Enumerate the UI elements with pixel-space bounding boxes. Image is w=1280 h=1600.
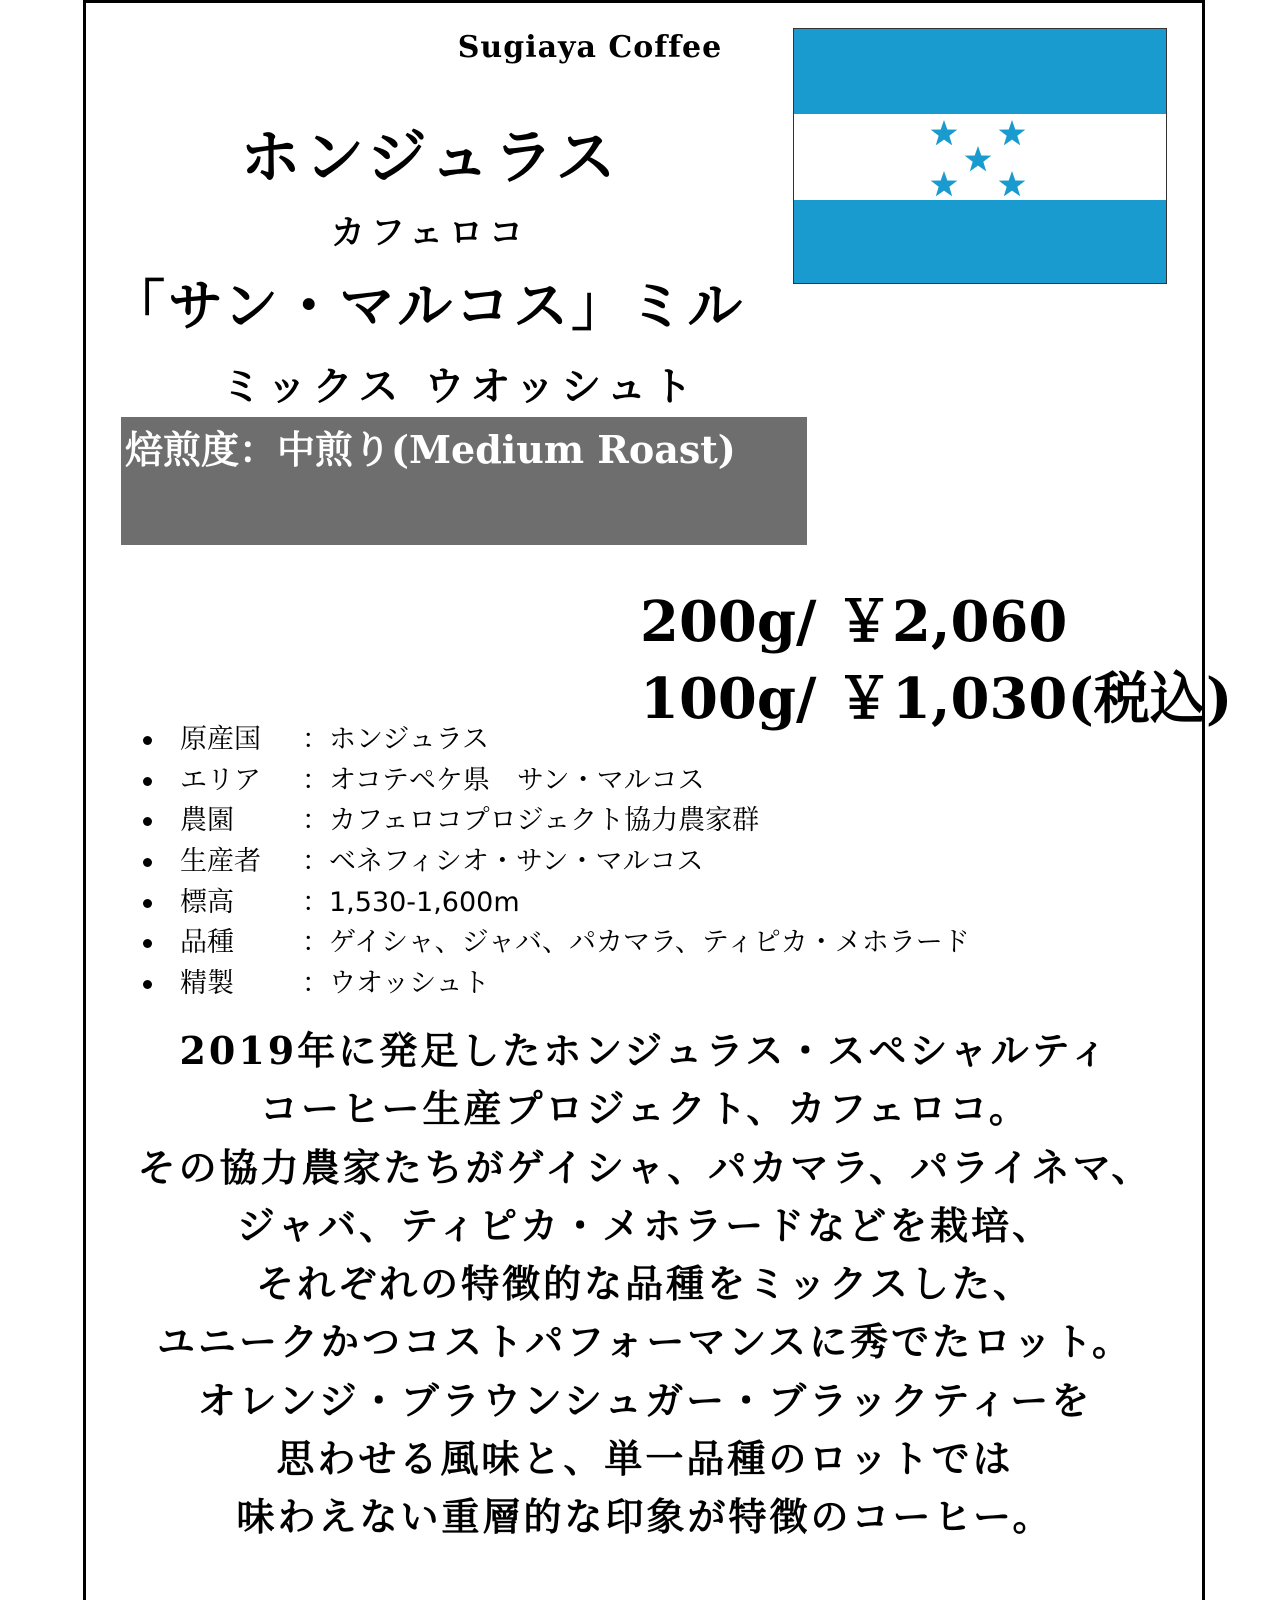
detail-key: 生産者 xyxy=(180,846,261,878)
star-icon xyxy=(931,120,958,145)
description-line: ジャバ、ティピカ・メホラードなどを栽培、 xyxy=(236,1202,1054,1248)
detail-value: ：1,530-1,600m xyxy=(302,886,520,918)
description-line: ユニークかつコストパフォーマンスに秀でたロット。 xyxy=(156,1319,1134,1365)
star-icon xyxy=(965,146,992,171)
bullet-icon xyxy=(143,899,152,908)
bullet-icon xyxy=(143,858,152,867)
brand-name: Sugiaya Coffee xyxy=(457,30,723,65)
honduras-flag-icon xyxy=(793,28,1167,284)
mill-name: 「サン・マルコス」ミル xyxy=(110,273,746,338)
details-list xyxy=(140,720,970,1005)
price-100g: 100g/ ￥1,030(税込) xyxy=(640,666,1233,732)
price-200g: 200g/ ￥2,060 xyxy=(640,589,1068,655)
detail-value: ：ゲイシャ、ジャバ、パカマラ、ティピカ・メホラード xyxy=(302,927,970,959)
detail-key: 農園 xyxy=(180,805,234,837)
description xyxy=(130,1022,1160,1547)
bullet-icon xyxy=(143,777,152,786)
star-icon xyxy=(999,171,1026,196)
description-line: コーヒー生産プロジェクト、カフェロコ。 xyxy=(260,1086,1030,1132)
detail-value: ：オコテペケ県 サン・マルコス xyxy=(302,764,705,796)
detail-value: ：ウオッシュト xyxy=(302,968,490,1000)
roast-level-label: 焙煎度：中煎り(Medium Roast) xyxy=(125,427,736,472)
description-line: オレンジ・ブラウンシュガー・ブラックティーを xyxy=(197,1377,1093,1423)
project-subtitle: カフェロコ xyxy=(330,213,530,253)
description-line: 2019年に発足したホンジュラス・スペシャルティ xyxy=(179,1028,1111,1073)
list-item xyxy=(140,720,970,761)
star-icon xyxy=(931,171,958,196)
list-item xyxy=(140,842,970,883)
description-line: その協力農家たちがゲイシャ、パカマラ、パライネマ、 xyxy=(137,1144,1153,1190)
process-method: ミックス ウオッシュト xyxy=(221,363,699,410)
list-item xyxy=(140,801,970,842)
detail-value: ：ベネフィシオ・サン・マルコス xyxy=(302,846,704,878)
detail-value: ：ホンジュラス xyxy=(302,724,489,755)
detail-value: ：カフェロコプロジェクト協力農家群 xyxy=(302,805,760,837)
detail-key: 原産国 xyxy=(180,724,261,755)
roast-level-box xyxy=(121,417,807,545)
flag-stars xyxy=(794,29,1167,284)
bullet-icon xyxy=(143,939,152,948)
bullet-icon xyxy=(143,817,152,826)
list-item xyxy=(140,964,970,1005)
star-icon xyxy=(999,120,1026,145)
list-item xyxy=(140,761,970,802)
description-line: それぞれの特徴的な品種をミックスした、 xyxy=(256,1261,1034,1307)
detail-key: 精製 xyxy=(180,968,234,1000)
list-item xyxy=(140,923,970,964)
detail-key: 標高 xyxy=(180,886,234,918)
detail-key: エリア xyxy=(180,764,261,796)
country-title: ホンジュラス xyxy=(240,123,620,193)
description-line: 思わせる風味と、単一品種のロットでは xyxy=(276,1436,1014,1482)
description-line: 味わえない重層的な印象が特徴のコーヒー。 xyxy=(236,1494,1054,1540)
bullet-icon xyxy=(143,736,152,745)
detail-key: 品種 xyxy=(180,927,234,959)
bullet-icon xyxy=(143,980,152,989)
list-item xyxy=(140,883,970,924)
